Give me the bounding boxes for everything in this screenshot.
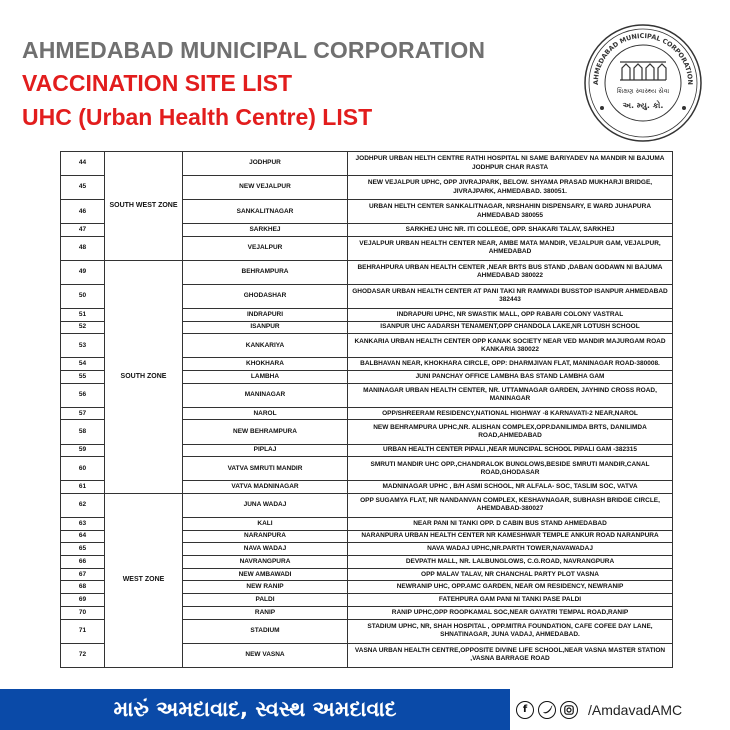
site-number-cell: 53 [61, 334, 105, 358]
site-number-cell: 55 [61, 371, 105, 384]
site-area-cell: SANKALITNAGAR [183, 200, 348, 224]
site-area-cell: VATVA SMRUTI MANDIR [183, 457, 348, 481]
site-number-cell: 51 [61, 308, 105, 321]
site-number-cell: 58 [61, 420, 105, 444]
site-area-cell: NAROL [183, 407, 348, 420]
site-number-cell: 65 [61, 543, 105, 556]
site-address-cell: NEWRANIP UHC, OPP.AMC GARDEN, NEAR OM RESIDENCY, NEWRANIP [348, 581, 673, 594]
site-area-cell: NEW VASNA [183, 643, 348, 667]
site-number-cell: 68 [61, 581, 105, 594]
site-number-cell: 71 [61, 619, 105, 643]
site-table-body [61, 152, 673, 668]
site-number-cell: 52 [61, 321, 105, 334]
site-number-cell: 62 [61, 493, 105, 517]
site-area-cell: STADIUM [183, 619, 348, 643]
site-address-cell: STADIUM UPHC, NR, SHAH HOSPITAL , OPP.MITRA FOUNDATION, CAFE COFEE DAY LANE, SHNATINAGAR, JUNA VADAJ, AHMEDABAD. [348, 619, 673, 643]
site-address-cell: URBAN HELTH CENTER SANKALITNAGAR, NRSHAHIN DISPENSARY, E WARD JUHAPURA AHMEDABAD 380055 [348, 200, 673, 224]
site-area-cell: NARANPURA [183, 530, 348, 543]
site-number-cell: 45 [61, 176, 105, 200]
site-address-cell: MANINAGAR URBAN HEALTH CENTER, NR. UTTAMNAGAR GARDEN, JAYHIND CROSS ROAD, MANINAGAR [348, 383, 673, 407]
site-address-cell: SARKHEJ UHC NR. ITI COLLEGE, OPP. SHAKARI TALAV, SARKHEJ [348, 224, 673, 237]
site-number-cell: 69 [61, 594, 105, 607]
org-name: AHMEDABAD MUNICIPAL CORPORATION [22, 37, 486, 63]
site-number-cell: 49 [61, 260, 105, 284]
social-handle[interactable]: /AmdavadAMC [588, 701, 683, 718]
vaccination-site-table-container [60, 151, 672, 668]
facebook-icon[interactable]: f [516, 701, 534, 719]
seal-center-text: શિક્ષણ સ્વાસ્થ્ય સેવા [616, 87, 670, 95]
vaccination-site-table [60, 151, 673, 668]
site-address-cell: NAVA WADAJ UPHC,NR.PARTH TOWER,NAVAWADAJ [348, 543, 673, 556]
site-address-cell: NARANPURA URBAN HEALTH CENTER NR KAMESHWAR TEMPLE ANKUR ROAD NARANPURA [348, 530, 673, 543]
site-address-cell: MADNINAGAR UPHC , B/H ASMI SCHOOL, NR ALFALA- SOC, TASLIM SOC, VATVA [348, 481, 673, 494]
site-area-cell: GHODASHAR [183, 284, 348, 308]
site-area-cell: RANIP [183, 606, 348, 619]
site-area-cell: KANKARIYA [183, 334, 348, 358]
zone-name-cell: WEST ZONE [105, 493, 183, 667]
table-row [61, 493, 673, 517]
site-number-cell: 56 [61, 383, 105, 407]
site-number-cell: 48 [61, 236, 105, 260]
site-address-cell: NEW VEJALPUR UPHC, OPP JIVRAJPARK, BELOW. SHYAMA PRASAD MUKHARJI BRIDGE, JIVRAJPARK, AHMEDABAD. 380051. [348, 176, 673, 200]
svg-text:AHMEDABAD MUNICIPAL CORPORATIO [592, 32, 694, 85]
header [0, 0, 730, 140]
instagram-icon[interactable] [560, 701, 578, 719]
site-area-cell: VEJALPUR [183, 236, 348, 260]
site-address-cell: GHODASAR URBAN HEALTH CENTER AT PANI TAKI NR RAMWADI BUSSTOP ISANPUR AHMEDABAD 382443 [348, 284, 673, 308]
list-title: VACCINATION SITE LIST [22, 70, 293, 96]
site-address-cell: BALBHAVAN NEAR, KHOKHARA CIRCLE, OPP: DHARMJIVAN FLAT, MANINAGAR ROAD-380008. [348, 358, 673, 371]
site-address-cell: BEHRAHPURA URBAN HEALTH CENTER ,NEAR BRTS BUS STAND ,DABAN GODAWN NI BAJUMA AHMEDABAD 380022 [348, 260, 673, 284]
site-number-cell: 57 [61, 407, 105, 420]
site-number-cell: 47 [61, 224, 105, 237]
site-area-cell: NAVA WADAJ [183, 543, 348, 556]
twitter-icon[interactable] [538, 701, 556, 719]
site-number-cell: 67 [61, 568, 105, 581]
footer-bar [0, 689, 730, 730]
site-number-cell: 46 [61, 200, 105, 224]
site-address-cell: URBAN HEALTH CENTER PIPALI ,NEAR MUNCIPAL SCHOOL PIPALI GAM -382315 [348, 444, 673, 457]
seal-top-text: AHMEDABAD MUNICIPAL CORPORATION [591, 31, 695, 85]
site-number-cell: 61 [61, 481, 105, 494]
table-row [61, 152, 673, 176]
seal-bottom-text: અ. મ્યુ. કો. [622, 101, 664, 110]
site-area-cell: LAMBHA [183, 371, 348, 384]
table-row [61, 260, 673, 284]
site-area-cell: NEW BEHRAMPURA [183, 420, 348, 444]
site-area-cell: SARKHEJ [183, 224, 348, 237]
footer-social-area [510, 689, 730, 730]
site-address-cell: OPP SUGAMYA FLAT, NR NANDANVAN COMPLEX, KESHAVNAGAR, SUBHASH BRIDGE CIRCLE, AHEMDABAD-380027 [348, 493, 673, 517]
site-number-cell: 64 [61, 530, 105, 543]
site-number-cell: 50 [61, 284, 105, 308]
footer-slogan: મારું અમદાવાદ, સ્વસ્થ અમદાવાદ [113, 697, 397, 721]
site-address-cell: NEW BEHRAMPURA UPHC,NR. ALISHAN COMPLEX,OPP.DANILIMDA BRTS, DANILIMDA ROAD,AHMEDABAD [348, 420, 673, 444]
site-address-cell: ISANPUR UHC AADARSH TENAMENT,OPP CHANDOLA LAKE,NR LOTUSH SCHOOL [348, 321, 673, 334]
site-address-cell: OPP/SHREERAM RESIDENCY,NATIONAL HIGHWAY -8 KARNAVATI-2 NEAR,NAROL [348, 407, 673, 420]
site-number-cell: 59 [61, 444, 105, 457]
site-address-cell: OPP MALAV TALAV, NR CHANCHAL PARTY PLOT VASNA [348, 568, 673, 581]
site-address-cell: JUNI PANCHAY OFFICE LAMBHA BAS STAND LAMBHA GAM [348, 371, 673, 384]
amc-seal-logo [582, 22, 704, 144]
site-address-cell: RANIP UPHC,OPP ROOPKAMAL SOC,NEAR GAYATRI TEMPAL ROAD,RANIP [348, 606, 673, 619]
site-number-cell: 44 [61, 152, 105, 176]
site-area-cell: PALDI [183, 594, 348, 607]
site-address-cell: DEVPATH MALL, NR. LALBUNGLOWS, C.G.ROAD, NAVRANGPURA [348, 556, 673, 569]
site-area-cell: PIPLAJ [183, 444, 348, 457]
site-address-cell: VEJALPUR URBAN HEALTH CENTER NEAR, AMBE MATA MANDIR, VEJALPUR GAM, VEJALPUR, AHMEDABAD [348, 236, 673, 260]
list-subtitle: UHC (Urban Health Centre) LIST [22, 104, 373, 130]
zone-name-cell: SOUTH WEST ZONE [105, 152, 183, 261]
site-area-cell: JUNA WADAJ [183, 493, 348, 517]
site-address-cell: INDRAPURI UPHC, NR SWASTIK MALL, OPP RABARI COLONY VASTRAL [348, 308, 673, 321]
footer-slogan-area [0, 689, 510, 730]
site-number-cell: 66 [61, 556, 105, 569]
zone-name-cell: SOUTH ZONE [105, 260, 183, 493]
site-address-cell: JODHPUR URBAN HELTH CENTRE RATHI HOSPITAL NI SAME BARIYADEV NA MANDIR NI BAJUMA JODHPUR CHAR RASTA [348, 152, 673, 176]
site-area-cell: NEW AMBAWADI [183, 568, 348, 581]
seal-building-icon [620, 62, 666, 80]
site-address-cell: FATEHPURA GAM PANI NI TANKI PASE PALDI [348, 594, 673, 607]
site-number-cell: 72 [61, 643, 105, 667]
site-area-cell: ISANPUR [183, 321, 348, 334]
site-area-cell: INDRAPURI [183, 308, 348, 321]
site-address-cell: VASNA URBAN HEALTH CENTRE,OPPOSITE DIVINE LIFE SCHOOL,NEAR VASNA MASTER STATION ,VASNA BARRAGE ROAD [348, 643, 673, 667]
site-number-cell: 70 [61, 606, 105, 619]
site-area-cell: NEW RANIP [183, 581, 348, 594]
site-number-cell: 60 [61, 457, 105, 481]
site-area-cell: NEW VEJALPUR [183, 176, 348, 200]
site-address-cell: KANKARIA URBAN HEALTH CENTER OPP KANAK SOCIETY NEAR VED MANDIR MAJURGAM ROAD KANKARIA 380022 [348, 334, 673, 358]
site-area-cell: VATVA MADNINAGAR [183, 481, 348, 494]
site-number-cell: 54 [61, 358, 105, 371]
site-area-cell: MANINAGAR [183, 383, 348, 407]
site-area-cell: JODHPUR [183, 152, 348, 176]
site-area-cell: KHOKHARA [183, 358, 348, 371]
site-area-cell: NAVRANGPURA [183, 556, 348, 569]
site-number-cell: 63 [61, 517, 105, 530]
site-area-cell: KALI [183, 517, 348, 530]
site-area-cell: BEHRAMPURA [183, 260, 348, 284]
site-address-cell: SMRUTI MANDIR UHC OPP.,CHANDRALOK BUNGLOWS,BESIDE SMRUTI MANDIR,CANAL ROAD,GHODASAR [348, 457, 673, 481]
site-address-cell: NEAR PANI NI TANKI OPP. D CABIN BUS STAND AHMEDABAD [348, 517, 673, 530]
